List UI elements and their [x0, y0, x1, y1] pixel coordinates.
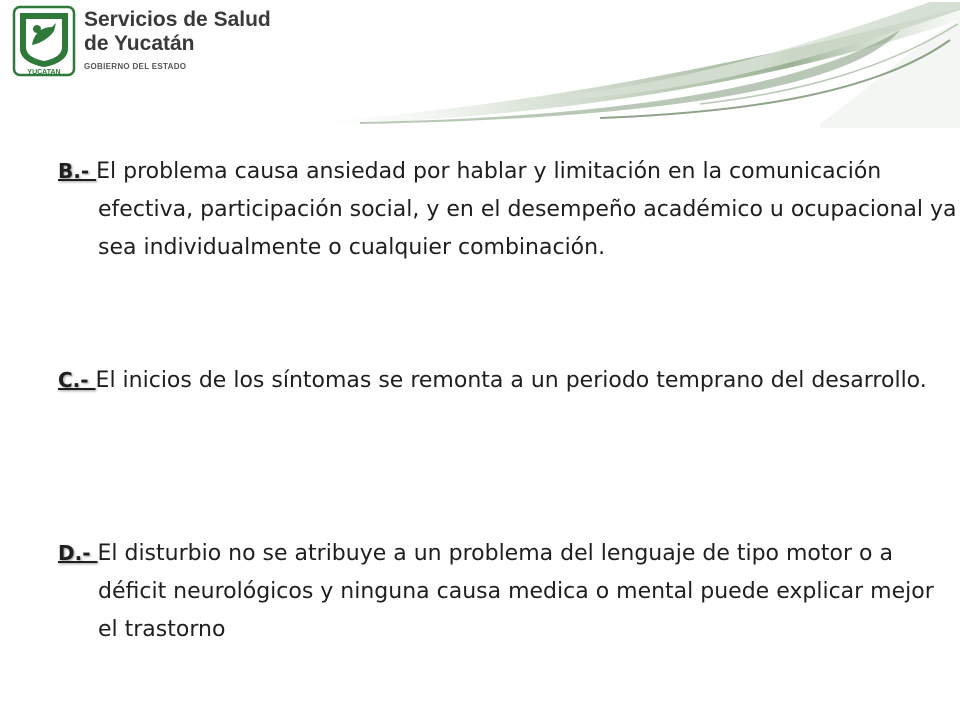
criterion-b-text: El problema causa ansiedad por hablar y limitación en la comunicación efectiva, participación social, y en el desempeño académico u ocupacional ya sea individualmente o cualquier combinación.: [96, 159, 957, 260]
criterion-d-marker: D.-: [58, 541, 98, 565]
organization-name: [84, 8, 271, 72]
criterion-d-text: El disturbio no se atribuye a un problema del lenguaje de tipo motor o a déficit neurológicos y ninguna causa medica o mental puede explicar mejor el trastorno: [97, 541, 934, 642]
criterion-c-text: El inicios de los síntomas se remonta a un periodo temprano del desarrollo.: [95, 368, 927, 393]
shield-emblem-icon: [12, 5, 76, 77]
criterion-c: [58, 361, 958, 400]
slide-header: [0, 0, 960, 128]
logo: [12, 5, 76, 77]
criterion-b: [58, 152, 958, 267]
logo-text: YUCATAN: [27, 69, 61, 76]
criterion-d: [58, 534, 958, 649]
org-subtitle: GOBIERNO DEL ESTADO: [84, 62, 187, 71]
org-name-line1: Servicios de Salud: [84, 8, 271, 31]
criterion-b-marker: B.-: [58, 159, 97, 183]
org-name-line2: de Yucatán: [84, 32, 195, 55]
criterion-c-marker: C.-: [58, 368, 96, 392]
